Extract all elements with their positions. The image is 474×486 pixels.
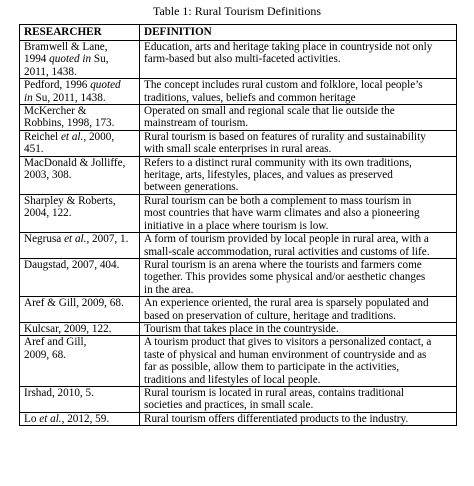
researcher-cell: Reichel et al., 2000, 451. xyxy=(20,130,140,156)
table-row xyxy=(20,105,457,131)
researcher-cell: Bramwell & Lane, 1994 quoted in Su, 2011, 1438. xyxy=(20,41,140,79)
definition-cell: Rural tourism is based on features of rurality and sustainability with small scale enterprises in rural areas. xyxy=(140,130,457,156)
table-body xyxy=(20,41,457,426)
table-header-row xyxy=(20,25,457,41)
table-row xyxy=(20,412,457,425)
table-row xyxy=(20,258,457,296)
researcher-cell: Aref & Gill, 2009, 68. xyxy=(20,297,140,323)
definition-cell: Rural tourism can be both a complement to mass tourism in most countries that have warm climates and also a pioneering initiative in a place where tourism is low. xyxy=(140,194,457,232)
definition-cell: Rural tourism is located in rural areas, contains traditional societies and practices, in small scale. xyxy=(140,386,457,412)
table-row xyxy=(20,79,457,105)
table-row xyxy=(20,130,457,156)
table-row xyxy=(20,194,457,232)
table-row xyxy=(20,233,457,259)
header-researcher: RESEARCHER xyxy=(20,25,140,41)
definition-cell: The concept includes rural custom and folklore, local people’s traditions, values, beliefs and common heritage xyxy=(140,79,457,105)
table-row xyxy=(20,41,457,79)
researcher-cell: MacDonald & Jolliffe, 2003, 308. xyxy=(20,156,140,194)
researcher-cell: Lo et al., 2012, 59. xyxy=(20,412,140,425)
researcher-cell: Kulcsar, 2009, 122. xyxy=(20,322,140,335)
definition-cell: Tourism that takes place in the countryside. xyxy=(140,322,457,335)
definition-cell: Rural tourism offers differentiated products to the industry. xyxy=(140,412,457,425)
researcher-cell: Sharpley & Roberts, 2004, 122. xyxy=(20,194,140,232)
table-row xyxy=(20,322,457,335)
definition-cell: Operated on small and regional scale that lie outside the mainstream of tourism. xyxy=(140,105,457,131)
table-row xyxy=(20,386,457,412)
table-row xyxy=(20,297,457,323)
table-row xyxy=(20,156,457,194)
researcher-cell: Daugstad, 2007, 404. xyxy=(20,258,140,296)
researcher-cell: Irshad, 2010, 5. xyxy=(20,386,140,412)
researcher-cell: McKercher & Robbins, 1998, 173. xyxy=(20,105,140,131)
definition-cell: An experience oriented, the rural area is sparsely populated and based on preservation of culture, heritage and traditions. xyxy=(140,297,457,323)
definition-cell: Education, arts and heritage taking place in countryside not only farm-based but also multi-faceted activities. xyxy=(140,41,457,79)
researcher-cell: Pedford, 1996 quoted in Su, 2011, 1438. xyxy=(20,79,140,105)
header-definition: DEFINITION xyxy=(140,25,457,41)
definition-cell: A form of tourism provided by local people in rural area, with a small-scale accommodation, rural activities and customs of life. xyxy=(140,233,457,259)
table-row xyxy=(20,336,457,387)
definition-cell: A tourism product that gives to visitors a personalized contact, a taste of physical and human environment of countryside and as far as possible, allow them to participate in the activities, traditions and lifestyles of local people. xyxy=(140,336,457,387)
researcher-cell: Aref and Gill, 2009, 68. xyxy=(20,336,140,387)
researcher-cell: Negrusa et al., 2007, 1. xyxy=(20,233,140,259)
definition-cell: Rural tourism is an arena where the tourists and farmers come together. This provides some physical and/or aesthetic changes in the area. xyxy=(140,258,457,296)
table-caption: Table 1: Rural Tourism Definitions xyxy=(152,4,322,18)
definitions-table xyxy=(19,24,457,426)
definition-cell: Refers to a distinct rural community with its own traditions, heritage, arts, lifestyles, places, and values as preserved between generations. xyxy=(140,156,457,194)
